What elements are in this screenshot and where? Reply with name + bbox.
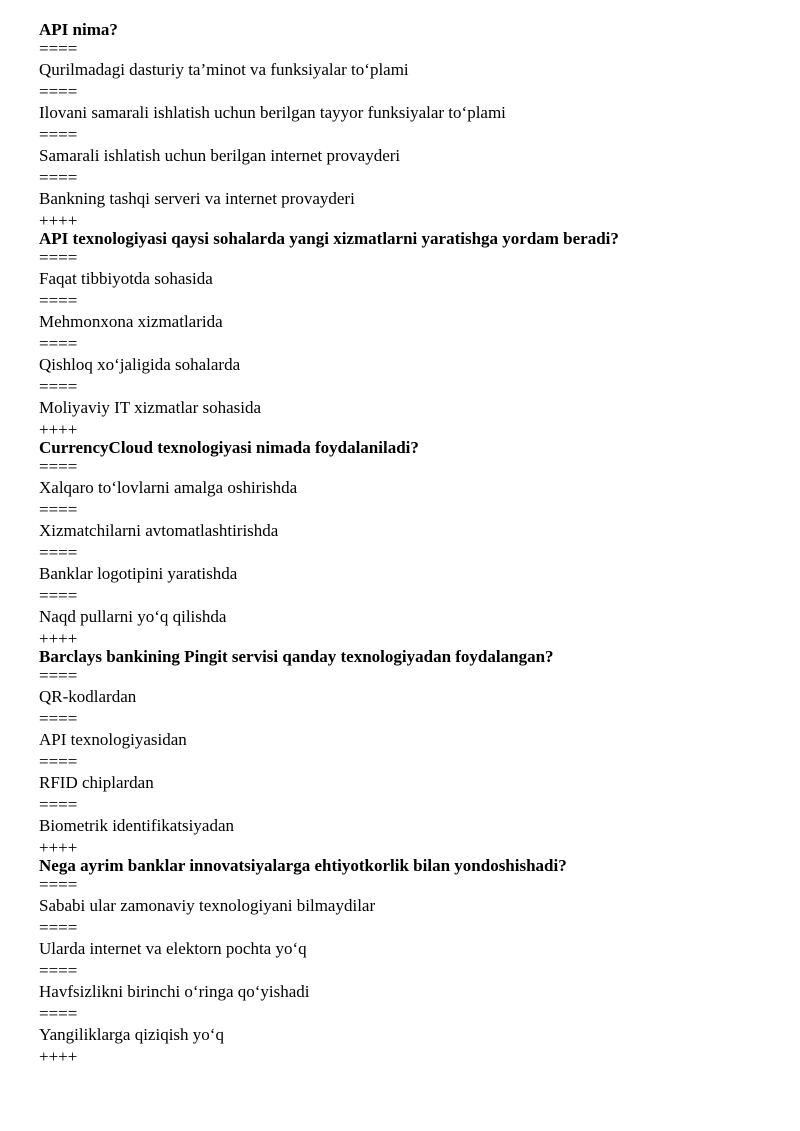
answer-option: Sababi ular zamonaviy texnologiyani bilmaydilar bbox=[39, 896, 376, 915]
end-marker: ++++ bbox=[39, 629, 78, 648]
question-text: CurrencyCloud texnologiyasi nimada foydalaniladi? bbox=[39, 438, 419, 457]
end-marker: ++++ bbox=[39, 211, 78, 230]
separator-marker: ==== bbox=[39, 457, 78, 476]
answer-option: Yangiliklarga qiziqish yo‘q bbox=[39, 1025, 224, 1044]
separator-marker: ==== bbox=[39, 666, 78, 685]
answer-option: Xizmatchilarni avtomatlashtirishda bbox=[39, 521, 279, 540]
question-block bbox=[39, 228, 780, 437]
separator-marker: ==== bbox=[39, 500, 78, 519]
separator-marker: ==== bbox=[39, 795, 78, 814]
answer-option: Xalqaro to‘lovlarni amalga oshirishda bbox=[39, 478, 298, 497]
answer-option: Ularda internet va elektorn pochta yo‘q bbox=[39, 939, 307, 958]
separator-marker: ==== bbox=[39, 39, 78, 58]
answer-option: QR-kodlardan bbox=[39, 687, 137, 706]
question-block bbox=[39, 437, 780, 646]
question-block bbox=[39, 855, 780, 1064]
answer-option: Bankning tashqi serveri va internet provayderi bbox=[39, 189, 355, 208]
separator-marker: ==== bbox=[39, 918, 78, 937]
answer-option: Samarali ishlatish uchun berilgan internet provayderi bbox=[39, 146, 401, 165]
end-marker: ++++ bbox=[39, 420, 78, 439]
answer-option: Moliyaviy IT xizmatlar sohasida bbox=[39, 398, 262, 417]
answer-option: Havfsizlikni birinchi o‘ringa qo‘yishadi bbox=[39, 982, 310, 1001]
separator-marker: ==== bbox=[39, 125, 78, 144]
separator-marker: ==== bbox=[39, 961, 78, 980]
question-text: API texnologiyasi qaysi sohalarda yangi xizmatlarni yaratishga yordam beradi? bbox=[39, 229, 619, 248]
answer-option: API texnologiyasidan bbox=[39, 730, 187, 749]
separator-marker: ==== bbox=[39, 752, 78, 771]
answer-option: RFID chiplardan bbox=[39, 773, 154, 792]
answer-option: Faqat tibbiyotda sohasida bbox=[39, 269, 213, 288]
question-text: Barclays bankining Pingit servisi qanday texnologiyadan foydalangan? bbox=[39, 647, 554, 666]
answer-option: Banklar logotipini yaratishda bbox=[39, 564, 238, 583]
answer-option: Biometrik identifikatsiyadan bbox=[39, 816, 234, 835]
question-text: Nega ayrim banklar innovatsiyalarga ehtiyotkorlik bilan yondoshishadi? bbox=[39, 856, 567, 875]
separator-marker: ==== bbox=[39, 543, 78, 562]
question-block bbox=[39, 646, 780, 855]
separator-marker: ==== bbox=[39, 291, 78, 310]
answer-option: Qurilmadagi dasturiy ta’minot va funksiyalar to‘plami bbox=[39, 60, 409, 79]
separator-marker: ==== bbox=[39, 1004, 78, 1023]
separator-marker: ==== bbox=[39, 586, 78, 605]
separator-marker: ==== bbox=[39, 168, 78, 187]
answer-option: Mehmonxona xizmatlarida bbox=[39, 312, 223, 331]
end-marker: ++++ bbox=[39, 1047, 78, 1066]
separator-marker: ==== bbox=[39, 82, 78, 101]
answer-option: Naqd pullarni yo‘q qilishda bbox=[39, 607, 227, 626]
separator-marker: ==== bbox=[39, 875, 78, 894]
quiz-document bbox=[39, 19, 780, 1064]
question-block bbox=[39, 19, 780, 228]
answer-option: Ilovani samarali ishlatish uchun berilgan tayyor funksiyalar to‘plami bbox=[39, 103, 506, 122]
separator-marker: ==== bbox=[39, 709, 78, 728]
separator-marker: ==== bbox=[39, 334, 78, 353]
question-text: API nima? bbox=[39, 20, 118, 39]
end-marker: ++++ bbox=[39, 838, 78, 857]
separator-marker: ==== bbox=[39, 248, 78, 267]
separator-marker: ==== bbox=[39, 377, 78, 396]
answer-option: Qishloq xo‘jaligida sohalarda bbox=[39, 355, 241, 374]
